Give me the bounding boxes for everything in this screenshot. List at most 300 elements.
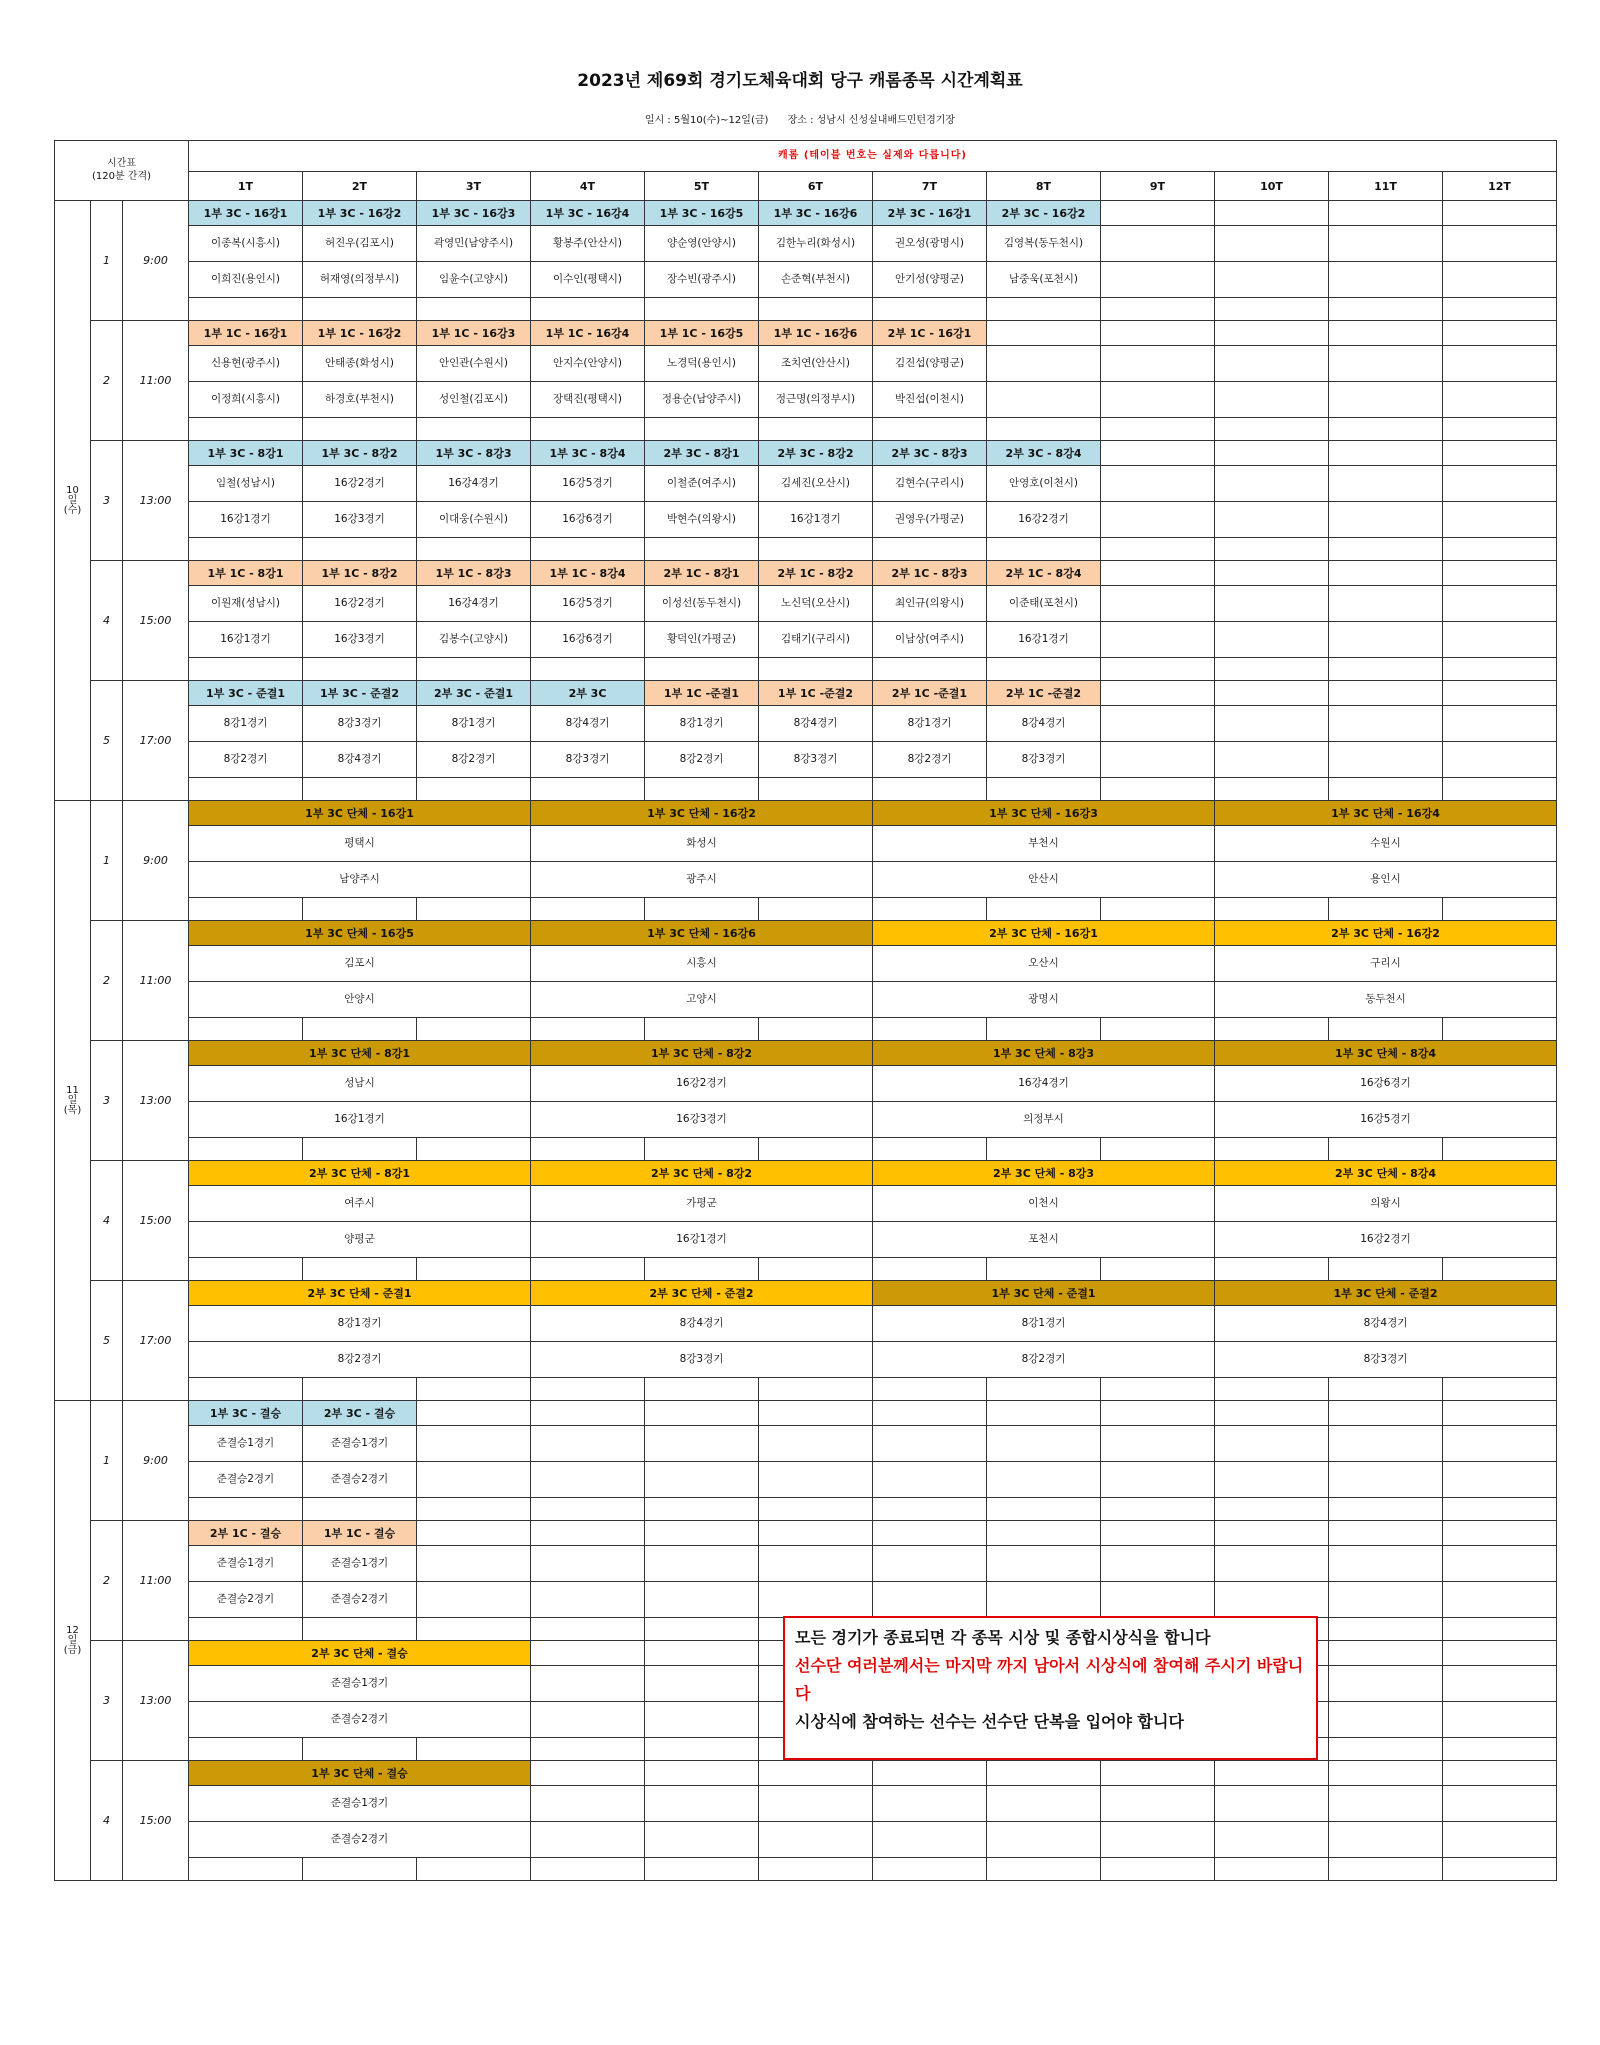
player-slot-a: 안지수(안양시) bbox=[531, 346, 645, 382]
schedule-row bbox=[55, 1858, 1557, 1881]
empty-cell bbox=[1215, 1258, 1329, 1281]
empty-cell bbox=[1329, 1858, 1443, 1881]
empty-cell bbox=[1443, 466, 1557, 502]
session-time: 11:00 bbox=[123, 321, 189, 441]
match-label: 1부 1C - 16강4 bbox=[531, 321, 645, 346]
empty-cell bbox=[1215, 1822, 1329, 1858]
empty-cell bbox=[1443, 418, 1557, 441]
empty-cell bbox=[189, 1738, 303, 1761]
table-number-header bbox=[55, 172, 1557, 201]
player-slot-a: 황봉주(안산시) bbox=[531, 226, 645, 262]
player-slot-b: 준결승2경기 bbox=[189, 1822, 531, 1858]
player-slot-a: 안인관(수원시) bbox=[417, 346, 531, 382]
player-slot-b: 이남상(여주시) bbox=[873, 622, 987, 658]
player-slot-b: 준결승2경기 bbox=[303, 1462, 417, 1498]
schedule-row bbox=[55, 1102, 1557, 1138]
empty-cell bbox=[1329, 321, 1443, 346]
empty-cell bbox=[1215, 1521, 1329, 1546]
time-header-label: 시간표 bbox=[107, 158, 136, 169]
empty-cell bbox=[417, 1546, 531, 1582]
empty-cell bbox=[1329, 1786, 1443, 1822]
empty-cell bbox=[531, 1498, 645, 1521]
empty-cell bbox=[873, 418, 987, 441]
empty-cell bbox=[1443, 561, 1557, 586]
match-label: 2부 1C - 8강1 bbox=[645, 561, 759, 586]
schedule-row bbox=[55, 706, 1557, 742]
player-slot-a: 안태종(화성시) bbox=[303, 346, 417, 382]
player-slot-a: 성남시 bbox=[189, 1066, 531, 1102]
session-time: 9:00 bbox=[123, 1401, 189, 1521]
player-slot-a: 8강4경기 bbox=[987, 706, 1101, 742]
player-slot-b: 준결승2경기 bbox=[189, 1462, 303, 1498]
empty-cell bbox=[873, 1018, 987, 1041]
empty-cell bbox=[1101, 502, 1215, 538]
empty-cell bbox=[759, 898, 873, 921]
player-slot-b: 장수빈(광주시) bbox=[645, 262, 759, 298]
match-label: 1부 1C - 8강1 bbox=[189, 561, 303, 586]
empty-cell bbox=[531, 1738, 645, 1761]
empty-cell bbox=[1215, 201, 1329, 226]
empty-cell bbox=[1329, 1666, 1443, 1702]
match-label: 2부 3C 단체 - 준결1 bbox=[189, 1281, 531, 1306]
player-slot-a: 김세진(오산시) bbox=[759, 466, 873, 502]
empty-cell bbox=[873, 1258, 987, 1281]
match-label: 1부 1C - 16강1 bbox=[189, 321, 303, 346]
empty-cell bbox=[1443, 298, 1557, 321]
player-slot-b: 8강3경기 bbox=[1215, 1342, 1557, 1378]
schedule-row bbox=[55, 262, 1557, 298]
empty-cell bbox=[1215, 1462, 1329, 1498]
player-slot-a: 준결승1경기 bbox=[189, 1666, 531, 1702]
session-number: 4 bbox=[91, 1161, 123, 1281]
empty-cell bbox=[645, 1138, 759, 1161]
empty-cell bbox=[645, 1498, 759, 1521]
empty-cell bbox=[987, 1138, 1101, 1161]
empty-cell bbox=[987, 1761, 1101, 1786]
empty-cell bbox=[1215, 778, 1329, 801]
match-label: 2부 1C -준결1 bbox=[873, 681, 987, 706]
match-label: 2부 1C - 8강2 bbox=[759, 561, 873, 586]
player-slot-b: 16강5경기 bbox=[1215, 1102, 1557, 1138]
empty-cell bbox=[1329, 382, 1443, 418]
empty-cell bbox=[189, 778, 303, 801]
player-slot-a: 8강1경기 bbox=[189, 706, 303, 742]
match-label: 1부 1C - 8강3 bbox=[417, 561, 531, 586]
empty-cell bbox=[303, 1378, 417, 1401]
schedule-row bbox=[55, 321, 1557, 346]
time-header-interval: (120분 간격) bbox=[91, 171, 152, 182]
empty-cell bbox=[303, 1738, 417, 1761]
match-label: 1부 1C -준결2 bbox=[759, 681, 873, 706]
event-info bbox=[0, 111, 1600, 126]
match-label: 1부 3C - 16강2 bbox=[303, 201, 417, 226]
empty-cell bbox=[759, 778, 873, 801]
match-label: 1부 3C - 준결2 bbox=[303, 681, 417, 706]
player-slot-b: 8강2경기 bbox=[417, 742, 531, 778]
schedule-row bbox=[55, 1378, 1557, 1401]
table-number-4: 4T bbox=[531, 172, 645, 201]
empty-cell bbox=[1329, 346, 1443, 382]
schedule-row bbox=[55, 298, 1557, 321]
empty-cell bbox=[987, 1822, 1101, 1858]
schedule-row bbox=[55, 1186, 1557, 1222]
empty-cell bbox=[873, 1546, 987, 1582]
notice-line-3: 시상식에 참여하는 선수는 선수단 단복을 입어야 합니다 bbox=[795, 1712, 1184, 1731]
empty-cell bbox=[987, 1521, 1101, 1546]
player-slot-b: 16강3경기 bbox=[303, 502, 417, 538]
schedule-row bbox=[55, 1138, 1557, 1161]
empty-cell bbox=[189, 1858, 303, 1881]
player-slot-a: 화성시 bbox=[531, 826, 873, 862]
empty-cell bbox=[1101, 201, 1215, 226]
empty-cell bbox=[1101, 778, 1215, 801]
match-label: 1부 1C - 16강3 bbox=[417, 321, 531, 346]
empty-cell bbox=[1443, 1426, 1557, 1462]
player-slot-b: 16강3경기 bbox=[303, 622, 417, 658]
empty-cell bbox=[1329, 201, 1443, 226]
empty-cell bbox=[759, 1401, 873, 1426]
schedule-row bbox=[55, 681, 1557, 706]
empty-cell bbox=[303, 778, 417, 801]
player-slot-a: 김한누리(화성시) bbox=[759, 226, 873, 262]
day-label: 11 일 (목) bbox=[55, 801, 91, 1401]
empty-cell bbox=[1215, 1138, 1329, 1161]
empty-cell bbox=[1329, 1426, 1443, 1462]
empty-cell bbox=[1443, 1138, 1557, 1161]
empty-cell bbox=[1329, 1258, 1443, 1281]
schedule-row bbox=[55, 826, 1557, 862]
empty-cell bbox=[1101, 418, 1215, 441]
empty-cell bbox=[1443, 1702, 1557, 1738]
empty-cell bbox=[1443, 742, 1557, 778]
empty-cell bbox=[1101, 622, 1215, 658]
empty-cell bbox=[303, 418, 417, 441]
empty-cell bbox=[759, 418, 873, 441]
empty-cell bbox=[645, 1521, 759, 1546]
empty-cell bbox=[189, 658, 303, 681]
empty-cell bbox=[1101, 226, 1215, 262]
empty-cell bbox=[531, 1138, 645, 1161]
empty-cell bbox=[189, 538, 303, 561]
player-slot-b: 포천시 bbox=[873, 1222, 1215, 1258]
empty-cell bbox=[987, 1546, 1101, 1582]
schedule-row bbox=[55, 561, 1557, 586]
player-slot-a: 이종복(시흥시) bbox=[189, 226, 303, 262]
match-label: 1부 3C - 8강2 bbox=[303, 441, 417, 466]
session-number: 5 bbox=[91, 1281, 123, 1401]
empty-cell bbox=[1215, 466, 1329, 502]
player-slot-b: 8강4경기 bbox=[303, 742, 417, 778]
empty-cell bbox=[531, 1858, 645, 1881]
player-slot-b: 남양주시 bbox=[189, 862, 531, 898]
player-slot-a: 의왕시 bbox=[1215, 1186, 1557, 1222]
player-slot-a: 8강1경기 bbox=[873, 706, 987, 742]
empty-cell bbox=[417, 1498, 531, 1521]
player-slot-a: 8강1경기 bbox=[417, 706, 531, 742]
empty-cell bbox=[417, 1521, 531, 1546]
player-slot-a: 오산시 bbox=[873, 946, 1215, 982]
empty-cell bbox=[645, 1858, 759, 1881]
empty-cell bbox=[1101, 1498, 1215, 1521]
event-date: 일시 : 5월10(수)~12일(금) bbox=[644, 115, 769, 126]
session-number: 2 bbox=[91, 321, 123, 441]
table-number-5: 5T bbox=[645, 172, 759, 201]
player-slot-a: 가평군 bbox=[531, 1186, 873, 1222]
empty-cell bbox=[1215, 1546, 1329, 1582]
player-slot-b: 김봉수(고양시) bbox=[417, 622, 531, 658]
empty-cell bbox=[1101, 1138, 1215, 1161]
empty-cell bbox=[1443, 1018, 1557, 1041]
player-slot-a: 이철준(여주시) bbox=[645, 466, 759, 502]
empty-cell bbox=[303, 1858, 417, 1881]
player-slot-b: 하경호(부천시) bbox=[303, 382, 417, 418]
player-slot-b: 16강1경기 bbox=[759, 502, 873, 538]
empty-cell bbox=[417, 1462, 531, 1498]
match-label: 2부 1C -준결2 bbox=[987, 681, 1101, 706]
empty-cell bbox=[1101, 1786, 1215, 1822]
schedule-row bbox=[55, 1041, 1557, 1066]
empty-cell bbox=[531, 1426, 645, 1462]
session-number: 5 bbox=[91, 681, 123, 801]
player-slot-a: 16강4경기 bbox=[417, 586, 531, 622]
player-slot-b: 16강6경기 bbox=[531, 622, 645, 658]
empty-cell bbox=[303, 298, 417, 321]
empty-cell bbox=[1101, 1378, 1215, 1401]
player-slot-b: 16강2경기 bbox=[987, 502, 1101, 538]
empty-cell bbox=[1329, 742, 1443, 778]
empty-cell bbox=[531, 538, 645, 561]
table-number-12: 12T bbox=[1443, 172, 1557, 201]
empty-cell bbox=[987, 778, 1101, 801]
empty-cell bbox=[417, 1618, 531, 1641]
empty-cell bbox=[1101, 561, 1215, 586]
schedule-row bbox=[55, 1582, 1557, 1618]
player-slot-b: 김태기(구리시) bbox=[759, 622, 873, 658]
empty-cell bbox=[189, 1618, 303, 1641]
empty-cell bbox=[1101, 298, 1215, 321]
player-slot-b: 고양시 bbox=[531, 982, 873, 1018]
match-label: 1부 3C - 8강3 bbox=[417, 441, 531, 466]
player-slot-b: 16강2경기 bbox=[1215, 1222, 1557, 1258]
player-slot-a: 안영호(이천시) bbox=[987, 466, 1101, 502]
match-label: 1부 1C - 16강2 bbox=[303, 321, 417, 346]
empty-cell bbox=[1329, 1702, 1443, 1738]
match-label: 2부 3C 단체 - 8강3 bbox=[873, 1161, 1215, 1186]
empty-cell bbox=[1101, 346, 1215, 382]
empty-cell bbox=[987, 418, 1101, 441]
player-slot-b: 8강2경기 bbox=[645, 742, 759, 778]
player-slot-b: 16강1경기 bbox=[531, 1222, 873, 1258]
empty-cell bbox=[303, 1018, 417, 1041]
awards-notice bbox=[783, 1616, 1318, 1760]
player-slot-a: 이원재(성남시) bbox=[189, 586, 303, 622]
empty-cell bbox=[987, 382, 1101, 418]
empty-cell bbox=[1215, 586, 1329, 622]
table-number-10: 10T bbox=[1215, 172, 1329, 201]
empty-cell bbox=[1329, 1618, 1443, 1641]
schedule-row bbox=[55, 201, 1557, 226]
empty-cell bbox=[1329, 658, 1443, 681]
empty-cell bbox=[873, 1521, 987, 1546]
empty-cell bbox=[873, 898, 987, 921]
match-label: 1부 1C - 8강4 bbox=[531, 561, 645, 586]
schedule-row bbox=[55, 1761, 1557, 1786]
player-slot-a: 준결승1경기 bbox=[189, 1546, 303, 1582]
empty-cell bbox=[759, 1378, 873, 1401]
player-slot-a: 권오성(광명시) bbox=[873, 226, 987, 262]
empty-cell bbox=[1443, 1582, 1557, 1618]
player-slot-b: 허재영(의정부시) bbox=[303, 262, 417, 298]
empty-cell bbox=[873, 1401, 987, 1426]
empty-cell bbox=[1329, 898, 1443, 921]
session-number: 3 bbox=[91, 1641, 123, 1761]
session-time: 13:00 bbox=[123, 1041, 189, 1161]
player-slot-b: 안기성(양평군) bbox=[873, 262, 987, 298]
player-slot-a: 김포시 bbox=[189, 946, 531, 982]
empty-cell bbox=[759, 1258, 873, 1281]
empty-cell bbox=[531, 1018, 645, 1041]
player-slot-b: 8강3경기 bbox=[531, 742, 645, 778]
schedule-row bbox=[55, 742, 1557, 778]
empty-cell bbox=[645, 1822, 759, 1858]
player-slot-a: 준결승1경기 bbox=[189, 1786, 531, 1822]
schedule-row bbox=[55, 418, 1557, 441]
match-label: 1부 3C - 16강6 bbox=[759, 201, 873, 226]
empty-cell bbox=[1101, 1258, 1215, 1281]
schedule-row bbox=[55, 1342, 1557, 1378]
schedule-row bbox=[55, 1018, 1557, 1041]
table-number-6: 6T bbox=[759, 172, 873, 201]
match-label: 1부 3C - 16강3 bbox=[417, 201, 531, 226]
empty-cell bbox=[873, 1426, 987, 1462]
empty-cell bbox=[1101, 706, 1215, 742]
empty-cell bbox=[1329, 561, 1443, 586]
empty-cell bbox=[759, 658, 873, 681]
match-label: 1부 3C - 16강1 bbox=[189, 201, 303, 226]
empty-cell bbox=[189, 1018, 303, 1041]
match-label: 2부 3C 단체 - 8강2 bbox=[531, 1161, 873, 1186]
empty-cell bbox=[987, 538, 1101, 561]
empty-cell bbox=[1443, 1666, 1557, 1702]
match-label: 1부 3C 단체 - 16강3 bbox=[873, 801, 1215, 826]
empty-cell bbox=[1329, 1761, 1443, 1786]
empty-cell bbox=[417, 778, 531, 801]
empty-cell bbox=[1329, 502, 1443, 538]
schedule-row bbox=[55, 946, 1557, 982]
schedule-row bbox=[55, 502, 1557, 538]
empty-cell bbox=[1101, 382, 1215, 418]
match-label: 2부 3C - 16강2 bbox=[987, 201, 1101, 226]
empty-cell bbox=[1215, 502, 1329, 538]
schedule-row bbox=[55, 1822, 1557, 1858]
empty-cell bbox=[1101, 1546, 1215, 1582]
table-number-1: 1T bbox=[189, 172, 303, 201]
schedule-row bbox=[55, 622, 1557, 658]
empty-cell bbox=[303, 1498, 417, 1521]
empty-cell bbox=[645, 1618, 759, 1641]
player-slot-a: 양순영(안양시) bbox=[645, 226, 759, 262]
player-slot-b: 8강3경기 bbox=[759, 742, 873, 778]
empty-cell bbox=[1101, 1858, 1215, 1881]
empty-cell bbox=[1101, 681, 1215, 706]
table-number-9: 9T bbox=[1101, 172, 1215, 201]
player-slot-b: 준결승2경기 bbox=[303, 1582, 417, 1618]
empty-cell bbox=[531, 1822, 645, 1858]
session-time: 13:00 bbox=[123, 441, 189, 561]
empty-cell bbox=[873, 1822, 987, 1858]
match-label: 1부 3C 단체 - 16강4 bbox=[1215, 801, 1557, 826]
player-slot-a: 김진섭(양평군) bbox=[873, 346, 987, 382]
session-number: 4 bbox=[91, 1761, 123, 1881]
empty-cell bbox=[303, 658, 417, 681]
empty-cell bbox=[417, 1582, 531, 1618]
player-slot-b: 준결승2경기 bbox=[189, 1582, 303, 1618]
match-label: 1부 3C - 16강4 bbox=[531, 201, 645, 226]
empty-cell bbox=[1443, 898, 1557, 921]
empty-cell bbox=[1443, 502, 1557, 538]
match-label: 2부 3C 단체 - 준결2 bbox=[531, 1281, 873, 1306]
schedule-row bbox=[55, 538, 1557, 561]
match-label: 2부 3C 단체 - 8강4 bbox=[1215, 1161, 1557, 1186]
session-number: 1 bbox=[91, 1401, 123, 1521]
player-slot-a: 16강5경기 bbox=[531, 586, 645, 622]
session-number: 3 bbox=[91, 1041, 123, 1161]
empty-cell bbox=[873, 658, 987, 681]
empty-cell bbox=[1443, 1822, 1557, 1858]
empty-cell bbox=[1329, 1378, 1443, 1401]
empty-cell bbox=[417, 1858, 531, 1881]
empty-cell bbox=[1443, 658, 1557, 681]
player-slot-a: 16강4경기 bbox=[417, 466, 531, 502]
empty-cell bbox=[1329, 1822, 1443, 1858]
empty-cell bbox=[1215, 1858, 1329, 1881]
empty-cell bbox=[531, 418, 645, 441]
player-slot-b: 준결승2경기 bbox=[189, 1702, 531, 1738]
empty-cell bbox=[1329, 586, 1443, 622]
empty-cell bbox=[531, 1546, 645, 1582]
schedule-row bbox=[55, 1281, 1557, 1306]
schedule-row bbox=[55, 1521, 1557, 1546]
empty-cell bbox=[1101, 321, 1215, 346]
player-slot-b: 16강1경기 bbox=[987, 622, 1101, 658]
schedule-row bbox=[55, 346, 1557, 382]
empty-cell bbox=[645, 1786, 759, 1822]
table-number-11: 11T bbox=[1329, 172, 1443, 201]
session-number: 2 bbox=[91, 921, 123, 1041]
empty-cell bbox=[987, 346, 1101, 382]
match-label: 2부 3C 단체 - 8강1 bbox=[189, 1161, 531, 1186]
empty-cell bbox=[645, 1761, 759, 1786]
empty-cell bbox=[1329, 622, 1443, 658]
empty-cell bbox=[1329, 538, 1443, 561]
empty-cell bbox=[1215, 538, 1329, 561]
empty-cell bbox=[1215, 1582, 1329, 1618]
player-slot-b: 16강1경기 bbox=[189, 1102, 531, 1138]
empty-cell bbox=[1101, 1462, 1215, 1498]
empty-cell bbox=[759, 1546, 873, 1582]
empty-cell bbox=[759, 298, 873, 321]
notice-line-2: 선수단 여러분께서는 마지막 까지 남아서 시상식에 참여해 주시기 바랍니다 bbox=[795, 1656, 1304, 1703]
empty-cell bbox=[1329, 1138, 1443, 1161]
empty-cell bbox=[1215, 321, 1329, 346]
player-slot-b: 8강2경기 bbox=[189, 1342, 531, 1378]
empty-cell bbox=[1443, 1462, 1557, 1498]
empty-cell bbox=[759, 1786, 873, 1822]
session-number: 2 bbox=[91, 1521, 123, 1641]
empty-cell bbox=[531, 1462, 645, 1498]
empty-cell bbox=[987, 658, 1101, 681]
match-label: 1부 3C 단체 - 8강1 bbox=[189, 1041, 531, 1066]
